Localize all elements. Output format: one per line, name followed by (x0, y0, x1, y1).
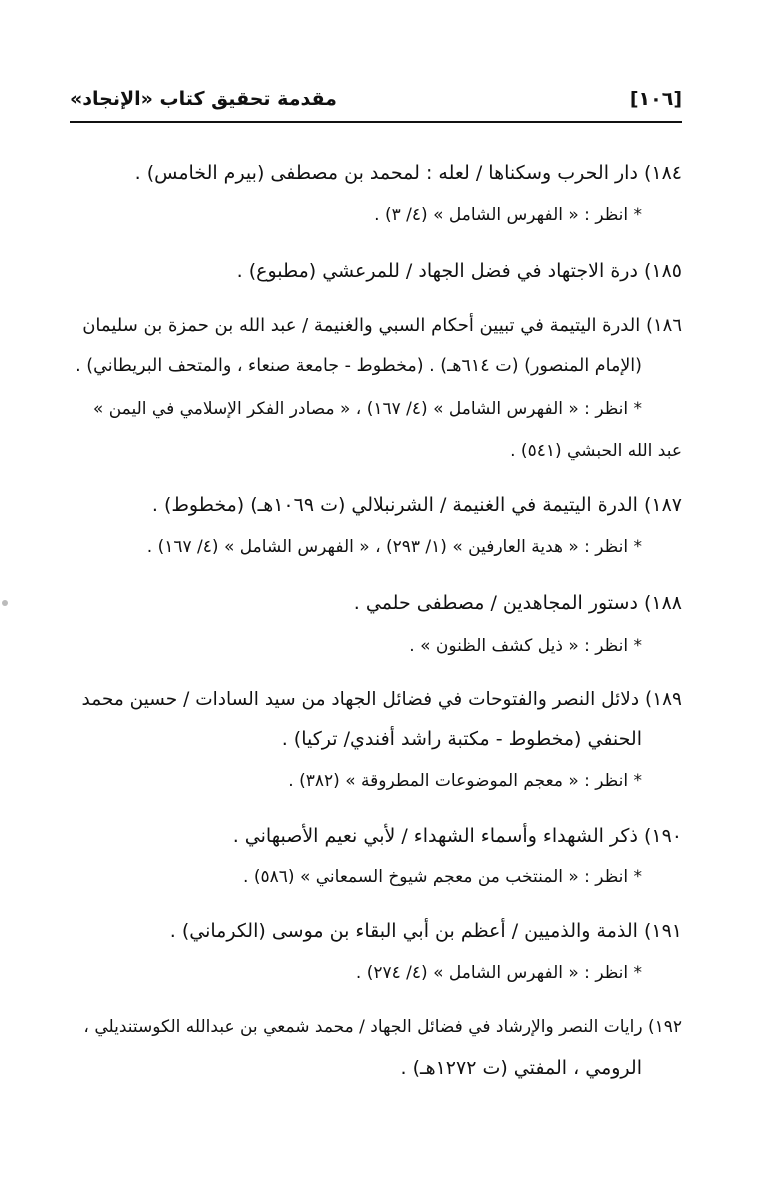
entry-187-ref: * انظر : « هدية العارفين » (١/ ٢٩٣) ، « الفهرس الشامل » (٤/ ١٦٧) . (146, 537, 642, 557)
entry-187: ١٨٧) الدرة اليتيمة في الغنيمة / الشرنبلالي (ت ١٠٦٩هـ) (مخطوط) . (151, 494, 682, 516)
entry-188: ١٨٨) دستور المجاهدين / مصطفى حلمي . (353, 592, 682, 614)
running-header (70, 84, 682, 114)
entry-189-ref: * انظر : « معجم الموضوعات المطروقة » (٣٨٢) . (288, 771, 642, 791)
entry-184-ref: * انظر : « الفهرس الشامل » (٤/ ٣) . (374, 205, 642, 225)
header-rule (70, 121, 682, 123)
header-page-number: [١٠٦] (629, 88, 682, 110)
entry-191-ref: * انظر : « الفهرس الشامل » (٤/ ٢٧٤) . (355, 963, 642, 983)
entry-186-line2: (الإمام المنصور) (ت ٦١٤هـ) . (مخطوط - جامعة صنعاء ، والمتحف البريطاني) . (75, 356, 642, 376)
entry-186-ref: * انظر : « الفهرس الشامل » (٤/ ١٦٧) ، « مصادر الفكر الإسلامي في اليمن » (92, 399, 642, 419)
entry-192: ١٩٢) رايات النصر والإرشاد في فضائل الجهاد / محمد شمعي بن عبدالله الكوستنديلي ، (83, 1017, 682, 1037)
entry-191: ١٩١) الذمة والذميين / أعظم بن أبي البقاء بن موسى (الكرماني) . (169, 920, 682, 942)
entry-190-ref: * انظر : « المنتخب من معجم شيوخ السمعاني » (٥٨٦) . (243, 867, 642, 887)
entry-190: ١٩٠) ذكر الشهداء وأسماء الشهداء / لأبي نعيم الأصبهاني . (232, 825, 682, 847)
header-title: مقدمة تحقيق كتاب «الإنجاد» (70, 88, 337, 110)
entry-189-line2: الحنفي (مخطوط - مكتبة راشد أفندي/ تركيا) . (281, 728, 642, 750)
entry-188-ref: * انظر : « ذيل كشف الظنون » . (409, 636, 642, 656)
entry-192-line2: الرومي ، المفتي (ت ١٢٧٢هـ) . (400, 1057, 642, 1079)
entry-189: ١٨٩) دلائل النصر والفتوحات في فضائل الجهاد من سيد السادات / حسين محمد (81, 689, 682, 710)
entry-185: ١٨٥) درة الاجتهاد في فضل الجهاد / للمرعشي (مطبوع) . (236, 260, 682, 282)
margin-speck (2, 600, 8, 606)
entry-186: ١٨٦) الدرة اليتيمة في تبيين أحكام السبي والغنيمة / عبد الله بن حمزة بن سليمان (82, 315, 682, 336)
entry-186-ref-line2: عبد الله الحبشي (٥٤١) . (510, 441, 682, 461)
entry-184: ١٨٤) دار الحرب وسكناها / لعله : لمحمد بن مصطفى (بيرم الخامس) . (134, 162, 682, 184)
